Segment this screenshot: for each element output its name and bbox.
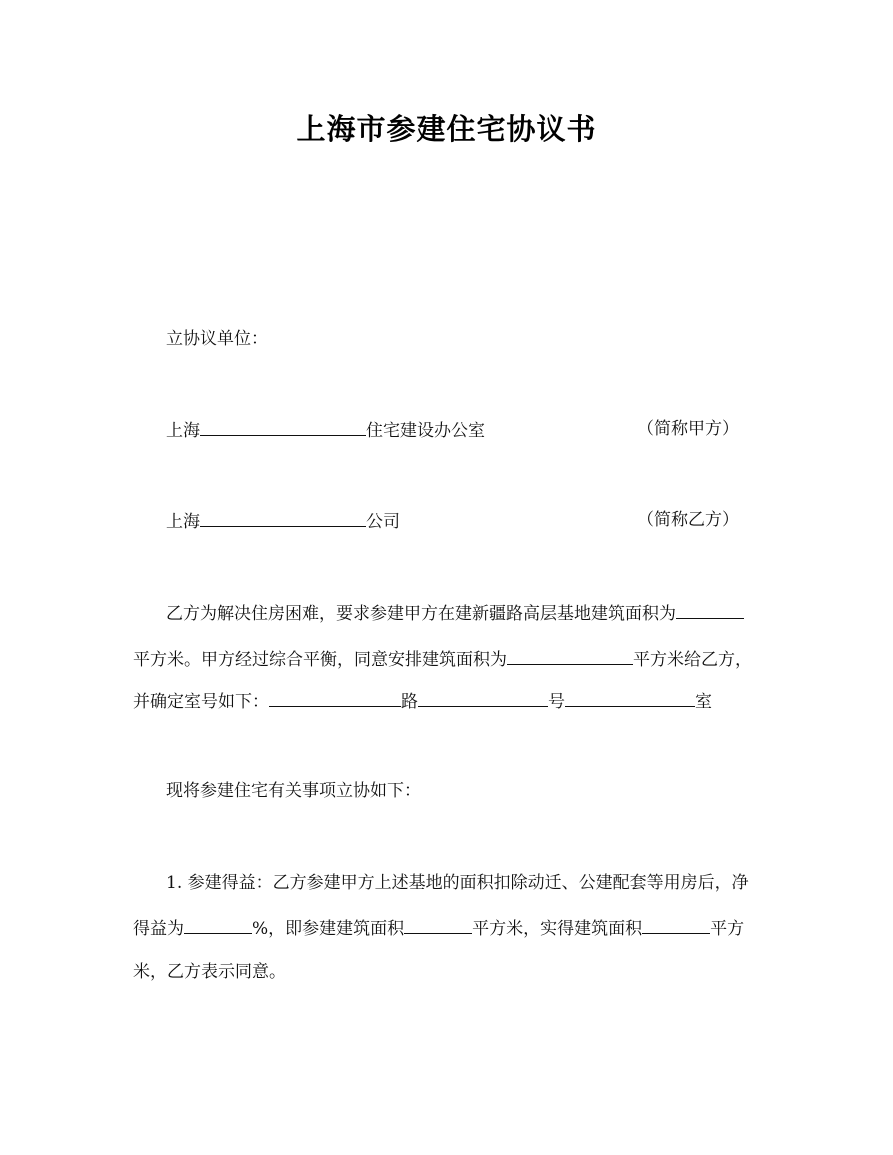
para1-text-2b: 平方米给乙方， [633,650,752,670]
clause1-text-2c: 平方米，实得建筑面积 [472,919,643,939]
party-a-suffix: 住宅建设办公室 [366,421,485,441]
clause1-line3: 米，乙方表示同意。 [133,962,286,982]
clause1-line2 [133,916,744,940]
party-a-abbr: （简称甲方） [637,419,739,439]
para1-line3 [133,689,712,713]
requested-area-blank[interactable] [676,601,744,619]
room-label: 室 [695,692,712,712]
party-b-line [166,509,400,533]
party-a-prefix: 上海 [166,421,200,441]
road-label: 路 [401,692,418,712]
party-a-name-blank[interactable] [200,418,366,436]
para1-line1 [166,601,744,625]
parties-heading: 立协议单位： [166,329,268,349]
party-a-line [166,418,485,442]
para1-text-3a: 并确定室号如下： [133,692,269,712]
road-blank[interactable] [269,689,401,707]
clause1-text-2b: %，即参建建筑面积 [252,919,405,939]
para1-text-2a: 平方米。甲方经过综合平衡，同意安排建筑面积为 [133,650,507,670]
clause1-text-2a: 得益为 [133,919,184,939]
clause1-text-2d: 平方 [710,919,745,939]
para1-text-1: 乙方为解决住房困难，要求参建甲方在建新疆路高层基地建筑面积为 [166,604,676,624]
party-b-prefix: 上海 [166,512,200,532]
clause1-line1: 1. 参建得益：乙方参建甲方上述基地的面积扣除动迁、公建配套等用房后，净 [166,873,749,893]
para1-line2 [133,647,752,671]
net-benefit-percent-blank[interactable] [184,916,252,934]
number-label: 号 [548,692,565,712]
number-blank[interactable] [418,689,548,707]
allocated-area-blank[interactable] [507,647,633,665]
party-b-name-blank[interactable] [200,509,366,527]
room-blank[interactable] [565,689,695,707]
party-b-abbr: （简称乙方） [637,510,739,530]
intro-text: 现将参建住宅有关事项立协如下： [166,781,421,801]
party-b-suffix: 公司 [366,512,400,532]
page-title: 上海市参建住宅协议书 [296,112,597,146]
actual-area-blank[interactable] [642,916,710,934]
participation-area-blank[interactable] [404,916,472,934]
